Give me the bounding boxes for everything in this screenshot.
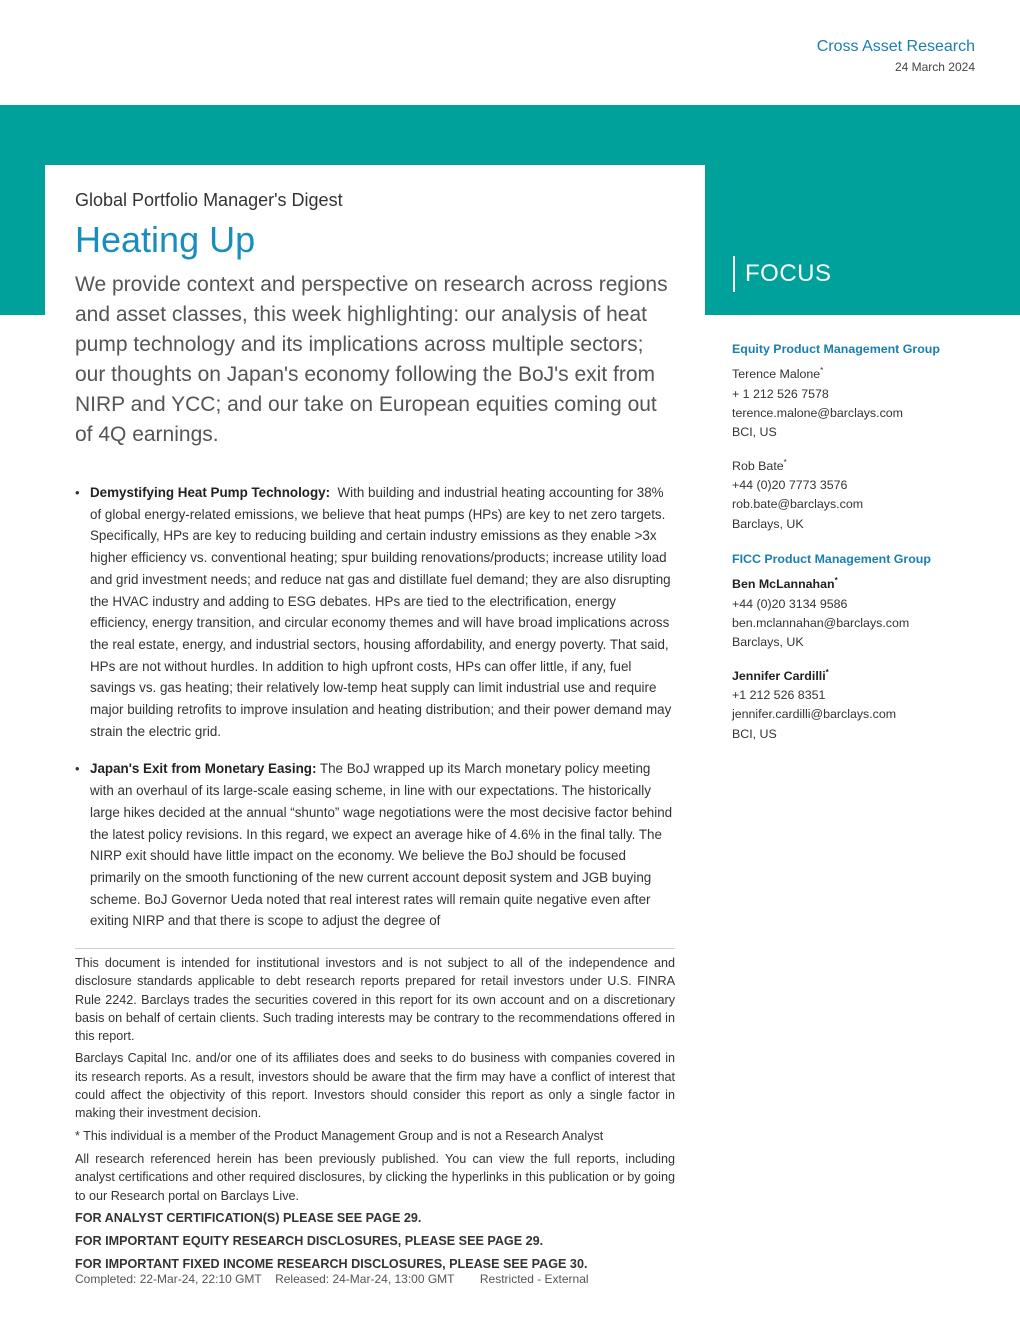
contact-name: Ben McLannahan* xyxy=(732,576,838,592)
series-name: Cross Asset Research xyxy=(816,38,975,55)
contact-name: Terence Malone* xyxy=(732,366,824,382)
release-info xyxy=(75,1270,675,1288)
contact-group-heading: FICC Product Management Group xyxy=(732,551,931,566)
contact-card xyxy=(732,361,992,442)
contact-email[interactable]: rob.bate@barclays.com xyxy=(732,497,864,512)
contact-entity: Barclays, UK xyxy=(732,635,804,650)
lede-paragraph: We provide context and perspective on research across regions and asset classes, this week highlighting: our analysis of heat pump technology and its implications across multiple sectors; our thoughts on Japan's economy following the BoJ's exit from NIRP and YCC; and our take on European equities coming out of 4Q earnings. xyxy=(75,273,668,446)
title-block xyxy=(75,188,675,450)
bullet-body: With building and industrial heating accounting for 38% of global energy-related emissions, we believe that heat pumps (HPs) are key to net zero targets. Specifically, HPs are key to reducing building and certain industry emissions as they enable >3x higher efficiency vs. conventional heating; spur building renovations/products; increase utility load and grid investment needs; and reduce nat gas and distillate fuel demand; they are also disrupting the HVAC industry and adding to ESG debates. HPs are tied to the electrification, energy efficiency, energy transition, and circular economy themes and will have broad implications across the real estate, energy, and industrial sectors, housing affordability, and energy poverty. That said, HPs are not without hurdles. In addition to high upfront costs, HPs can offer little, if any, fuel savings vs. gas heating; their relatively low-temp heat supply can limit industrial use and require major building retrofits to improve insulation and heating distribution; and their power demand may strain the electric grid. xyxy=(90,485,672,739)
report-header xyxy=(817,37,975,74)
disclaimer-paragraph: Barclays Capital Inc. and/or one of its affiliates does and seeks to do business with companies covered in its research reports. As a result, investors should be aware that the firm may have a conflict of interest that could affect the objectivity of this report. Investors should consider this report as only a single factor in making their investment decision. xyxy=(75,1051,675,1121)
contact-phone: + 1 212 526 7578 xyxy=(732,386,829,401)
contact-email[interactable]: jennifer.cardilli@barclays.com xyxy=(732,707,897,722)
publication-kicker: Global Portfolio Manager's Digest xyxy=(75,190,343,210)
contact-entity: BCI, US xyxy=(732,425,777,440)
bullet-text xyxy=(90,482,675,742)
bullet-body: The BoJ wrapped up its March monetary policy meeting with an overhaul of its large-scale easing scheme, in line with our expectations. The historically large hikes decided at the annual “shunto” wage negotiations were the most decisive factor behind the latest policy revisions. In this regard, we expect an average hike of 4.6% in the final tally. The NIRP exit should have little impact on the economy. We believe the BoJ should be focused primarily on the smooth functioning of the new current account deposit system and JGB buying scheme. BoJ Governor Ueda noted that real interest rates will remain quite negative even after exiting NIRP and that there is scope to adjust the degree of xyxy=(90,761,673,929)
contact-group-heading: Equity Product Management Group xyxy=(732,342,940,356)
completed-time: Completed: 22-Mar-24, 22:10 GMT xyxy=(75,1271,262,1286)
bullet-icon: • xyxy=(75,485,80,500)
certification-line: FOR IMPORTANT FIXED INCOME RESEARCH DISCLOSURES, PLEASE SEE PAGE 30. xyxy=(75,1257,588,1272)
contact-phone: +1 212 526 8351 xyxy=(732,687,826,702)
bullet-heading[interactable]: Demystifying Heat Pump Technology: xyxy=(90,485,331,500)
focus-tag xyxy=(733,256,832,292)
bullet-icon: • xyxy=(75,761,80,777)
contact-name: Jennifer Cardilli* xyxy=(732,667,829,683)
contact-card xyxy=(732,453,992,534)
page-title: Heating Up xyxy=(75,219,256,260)
contact-phone: +44 (0)20 7773 3576 xyxy=(732,478,848,493)
list-item xyxy=(75,758,675,932)
contact-entity: BCI, US xyxy=(732,726,777,741)
contact-email[interactable]: terence.malone@barclays.com xyxy=(732,406,903,421)
disclaimer xyxy=(75,948,675,1288)
highlights-list xyxy=(75,482,675,932)
pmg-note: * This individual is a member of the Product Management Group and is not a Research Analyst xyxy=(75,1128,604,1143)
contact-card xyxy=(732,663,992,744)
contact-name: Rob Bate* xyxy=(732,457,787,473)
restriction-label: Restricted - External xyxy=(479,1271,589,1286)
focus-label: FOCUS xyxy=(745,260,832,287)
contact-card xyxy=(732,571,992,652)
certification-line: FOR ANALYST CERTIFICATION(S) PLEASE SEE PAGE 29. xyxy=(75,1210,422,1225)
released-time: Released: 24-Mar-24, 13:00 GMT xyxy=(275,1271,455,1286)
disclaimer-paragraph: This document is intended for institutional investors and is not subject to all of the independence and disclosure standards applicable to debt research reports prepared for retail investors under U.S. FINRA Rule 2242. Barclays trades the securities covered in this report for its own account and on a discretionary basis on behalf of certain clients. Such trading interests may be contrary to the recommendations offered in this report. xyxy=(75,956,675,1044)
contact-phone: +44 (0)20 3134 9586 xyxy=(732,596,848,611)
report-date: 24 March 2024 xyxy=(894,60,975,74)
contact-email[interactable]: ben.mclannahan@barclays.com xyxy=(732,615,910,630)
contacts-sidebar xyxy=(732,340,992,754)
bullet-heading[interactable]: Japan's Exit from Monetary Easing: xyxy=(90,761,317,777)
focus-bar xyxy=(733,256,735,292)
list-item xyxy=(75,482,675,742)
disclaimer-paragraph: All research referenced herein has been previously published. You can view the full reports, including analyst certifications and other required disclosures, by clicking the hyperlinks in this publication or by going to our Research portal on Barclays Live. xyxy=(75,1151,675,1203)
contact-entity: Barclays, UK xyxy=(732,516,804,531)
certification-line: FOR IMPORTANT EQUITY RESEARCH DISCLOSURES, PLEASE SEE PAGE 29. xyxy=(75,1234,544,1249)
bullet-text xyxy=(90,758,675,932)
